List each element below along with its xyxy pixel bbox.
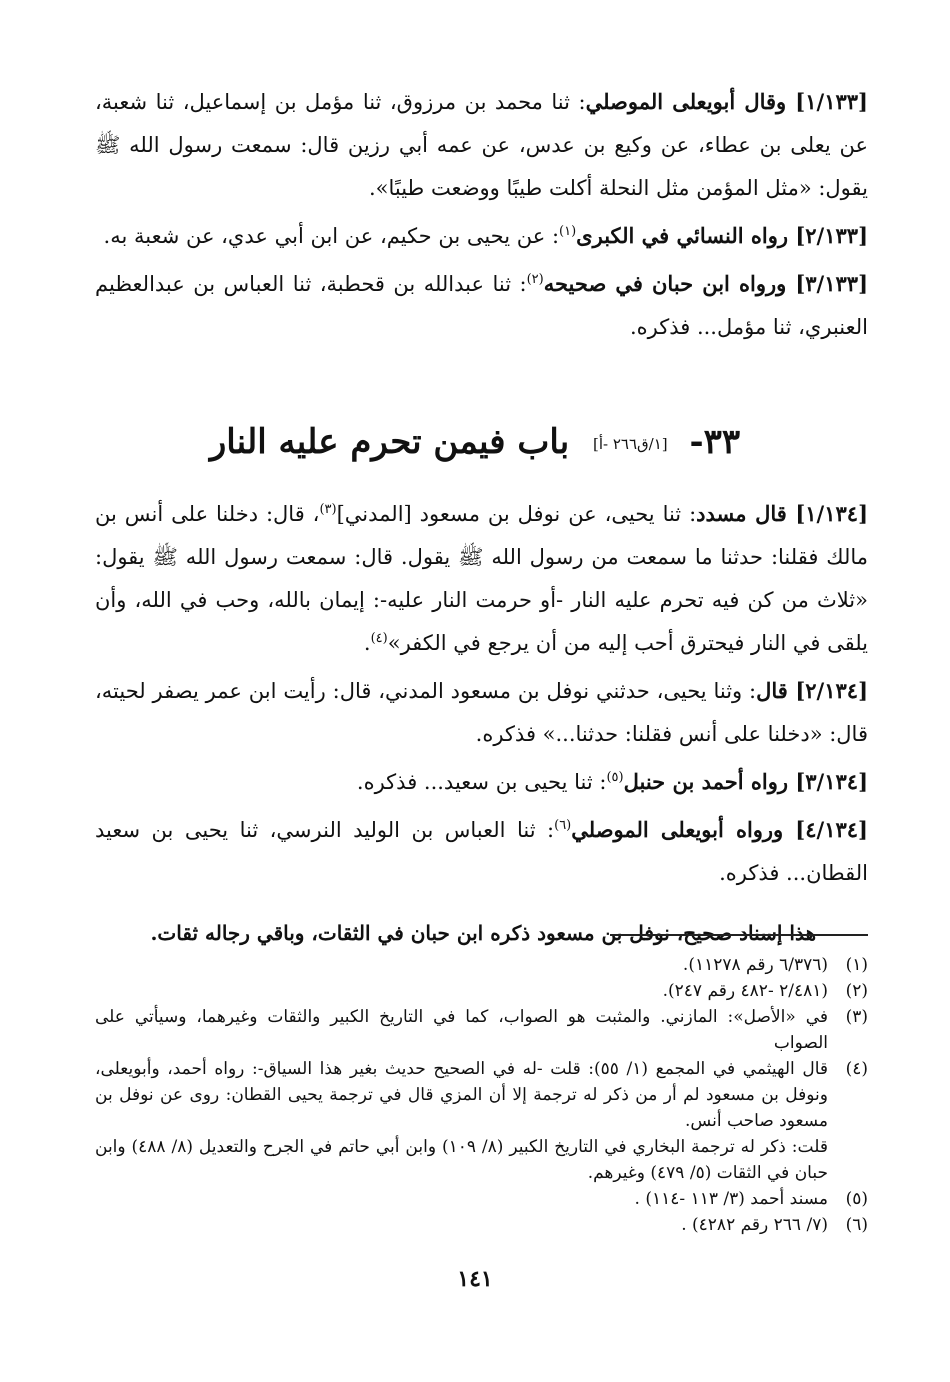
hadith-134-block (95, 492, 868, 953)
footnote (95, 1186, 868, 1212)
hadith-text: : ثنا يحيى بن سعيد... فذكره. (356, 770, 607, 794)
hadith-lead: [١/١٣٤] قال مسدد (696, 501, 868, 526)
chapter-number: ٣٣- (689, 422, 741, 462)
footnote-number: (١) (845, 955, 868, 975)
footnote-number: (٤) (845, 1059, 868, 1079)
footnote-marker: (٥) (606, 770, 624, 785)
footnotes (95, 952, 868, 1238)
footnote-text: مسند أحمد (٣/ ١١٣ -١١٤) . (634, 1189, 828, 1209)
hadith-lead: [١/١٣٣] وقال أبويعلى الموصلي (585, 89, 868, 114)
footnote-text: (٦/٣٧٦ رقم ١١٢٧٨). (682, 955, 828, 975)
hadith-text: : ثنا محمد بن مرزوق، ثنا مؤمل بن إسماعيل، ثنا شعبة، عن يعلى بن عطاء، عن وكيع بن عدس، عن عمه أبي رزين قال: سمعت رسول الله ﷺ يقول: «مثل المؤمن مثل النحلة أكلت طيبًا ووضعت طيبًا». (95, 90, 868, 200)
footnote-divider (610, 934, 868, 936)
footnote (95, 952, 868, 978)
footnote-number: (٦) (845, 1215, 868, 1235)
hadith-lead: [٣/١٣٣] ورواه ابن حبان في صحيحه (543, 271, 868, 296)
footnote (95, 1212, 868, 1238)
hadith-text: . (363, 631, 371, 655)
footnote-marker: (١) (559, 224, 577, 239)
hadith-text: : ثنا يحيى، عن نوفل بن مسعود [المدني] (336, 502, 697, 526)
hadith-paragraph (95, 808, 868, 895)
page-number: ١٤١ (457, 1266, 493, 1292)
hadith-paragraph (95, 80, 868, 210)
footnote-number: (٣) (845, 1007, 868, 1027)
manuscript-reference: [١/ق٢٦٦ -أ] (593, 435, 668, 453)
hadith-text: : ثنا العباس بن الوليد النرسي، ثنا يحيى بن سعيد القطان... فذكره. (95, 818, 868, 885)
footnote-text: في «الأصل»: المازني. والمثبت هو الصواب، كما في التاريخ الكبير والثقات وغيرهما، وسيأتي على الصواب (95, 1007, 828, 1053)
hadith-text: ، قال: دخلنا على أنس بن مالك فقلنا: حدثنا ما سمعت من رسول الله ﷺ يقول. قال: سمعت رسول الله ﷺ يقول: «ثلاث من كن فيه تحرم عليه النار -أو حرمت النار عليه-: إيمان بالله، وحب في الله، وأن يلقى في النار فيحترق أحب إليه من أن يرجع في الكفر» (95, 502, 868, 655)
hadith-paragraph (95, 214, 868, 258)
footnote (95, 1004, 868, 1056)
hadith-text: : وثنا يحيى، حدثني نوفل بن مسعود المدني، قال: رأيت ابن عمر يصفر لحيته، قال: «دخلنا على أنس فقلنا: حدثنا...» فذكره. (95, 679, 868, 746)
hadith-paragraph (95, 492, 868, 665)
hadith-133-block (95, 80, 868, 353)
hadith-paragraph (95, 262, 868, 349)
footnote-marker: (٣) (319, 502, 337, 517)
isnad-conclusion: هذا إسناد صحيح، نوفل بن مسعود ذكره ابن حبان في الثقات، وباقي رجاله ثقات. (150, 921, 816, 945)
hadith-paragraph (95, 669, 868, 756)
hadith-lead: [٢/١٣٤] قال (756, 678, 868, 703)
hadith-lead: [٣/١٣٤] رواه أحمد بن حنبل (623, 769, 868, 794)
footnote (95, 978, 868, 1004)
hadith-lead: [٢/١٣٣] رواه النسائي في الكبرى (576, 223, 868, 248)
chapter-heading (0, 412, 950, 474)
footnote-number: (٥) (845, 1189, 868, 1209)
footnote-text: قال الهيثمي في المجمع (١/ ٥٥): قلت -له في الصحيح حديث بغير هذا السياق-: رواه أحمد، وأبويعلى، ونوفل بن مسعود لم أر من ذكر له ترجمة إلا أن المزي قال في ترجمة يحيى القطان: روى عن نوفل بن مسعود صاحب أنس. (95, 1059, 829, 1131)
footnote-continuation: قلت: ذكر له ترجمة البخاري في التاريخ الكبير (٨/ ١٠٩) وابن أبي حاتم في الجرح والتعديل (٨/ ٤٨٨) وابن حبان في الثقات (٥/ ٤٧٩) وغيرهم. (95, 1137, 828, 1183)
footnote-marker: (٢) (526, 272, 544, 287)
footnote-marker: (٤) (370, 631, 388, 646)
chapter-title: باب فيمن تحرم عليه النار (209, 422, 570, 462)
hadith-lead: [٤/١٣٤] ورواه أبويعلى الموصلي (571, 817, 868, 842)
hadith-paragraph (95, 760, 868, 804)
footnote-number: (٢) (845, 981, 868, 1001)
footnote-marker: (٦) (554, 818, 572, 833)
footnote-text: (٧/ ٢٦٦ رقم ٤٢٨٢) . (681, 1215, 828, 1235)
footnote (95, 1056, 868, 1134)
hadith-text: : عن يحيى بن حكيم، عن ابن أبي عدي، عن شعبة به. (103, 224, 560, 248)
hadith-text: : ثنا عبدالله بن قحطبة، ثنا العباس بن عبدالعظيم العنبري، ثنا مؤمل... فذكره. (95, 272, 868, 339)
footnote-text: (٢/٤٨١ -٤٨٢ رقم ٢٤٧). (662, 981, 828, 1001)
